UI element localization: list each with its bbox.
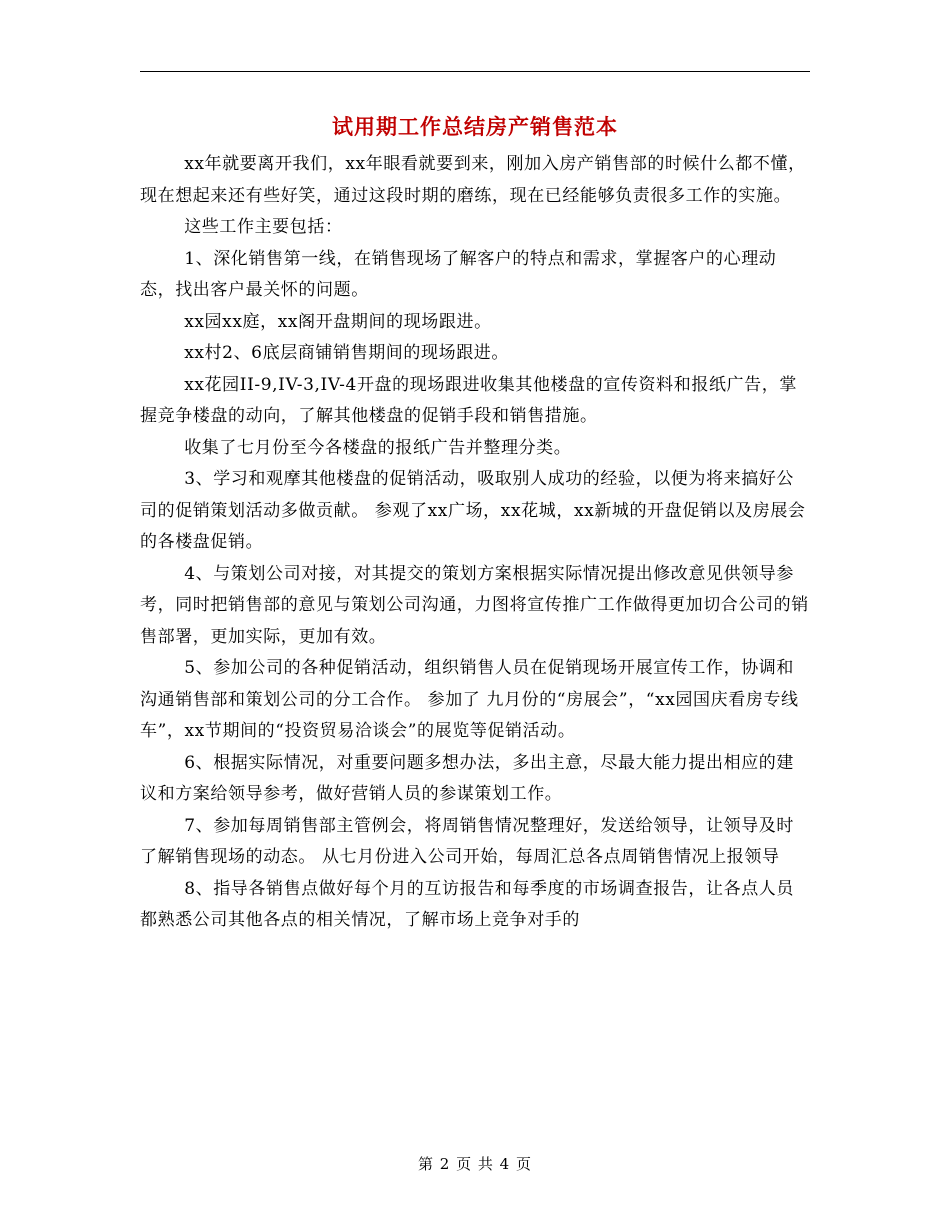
document-body bbox=[140, 149, 810, 937]
page-footer bbox=[0, 1152, 950, 1176]
header-rule bbox=[140, 71, 810, 72]
paragraph: 8、指导各销售点做好每个月的互访报告和每季度的市场调查报告，让各点人员都熟悉公司其他各点的相关情况，了解市场上竞争对手的 bbox=[140, 878, 795, 930]
document-title: 试用期工作总结房产销售范本 bbox=[332, 114, 618, 139]
paragraph: 5、参加公司的各种促销活动，组织销售人员在促销现场开展宣传工作，协调和沟通销售部和策划公司的分工合作。 参加了 九月份的“房展会”，“xx园国庆看房专线车”，xx节期间的“投资贸易洽谈会”的展览等促销活动。 bbox=[140, 658, 799, 741]
paragraph: 1、深化销售第一线，在销售现场了解客户的特点和需求，掌握客户的心理动态，找出客户最关怀的问题。 bbox=[140, 248, 777, 300]
paragraph: xx村2、6底层商铺销售期间的现场跟进。 bbox=[184, 343, 509, 363]
paragraph: 4、与策划公司对接，对其提交的策划方案根据实际情况提出修改意见供领导参考，同时把销售部的意见与策划公司沟通，力图将宣传推广工作做得更加切合公司的销售部署，更加实际，更加有效。 bbox=[140, 563, 809, 647]
paragraph: xx年就要离开我们，xx年眼看就要到来，刚加入房产销售部的时候什么都不懂，现在想起来还有些好笑，通过这段时期的磨练，现在已经能够负责很多工作的实施。 bbox=[140, 154, 806, 206]
paragraph: 7、参加每周销售部主管例会，将周销售情况整理好，发送给领导，让领导及时了解销售现场的动态。 从七月份进入公司开始，每周汇总各点周销售情况上报领导 bbox=[140, 815, 795, 867]
page-number: 第 2 页 共 4 页 bbox=[418, 1155, 532, 1173]
paragraph: 3、学习和观摩其他楼盘的促销活动，吸取别人成功的经验，以便为将来搞好公司的促销策划活动多做贡献。 参观了xx广场，xx花城，xx新城的开盘促销以及房展会的各楼盘促销。 bbox=[140, 469, 806, 552]
paragraph: xx花园II-9,IV-3,IV-4开盘的现场跟进收集其他楼盘的宣传资料和报纸广告，掌握竞争楼盘的动向，了解其他楼盘的促销手段和销售措施。 bbox=[140, 374, 797, 426]
paragraph: xx园xx庭，xx阁开盘期间的现场跟进。 bbox=[184, 311, 492, 332]
paragraph: 6、根据实际情况，对重要问题多想办法，多出主意，尽最大能力提出相应的建议和方案给领导参考，做好营销人员的参谋策划工作。 bbox=[140, 752, 795, 804]
paragraph: 收集了七月份至今各楼盘的报纸广告并整理分类。 bbox=[184, 437, 572, 458]
paragraph: 这些工作主要包括： bbox=[184, 217, 343, 237]
